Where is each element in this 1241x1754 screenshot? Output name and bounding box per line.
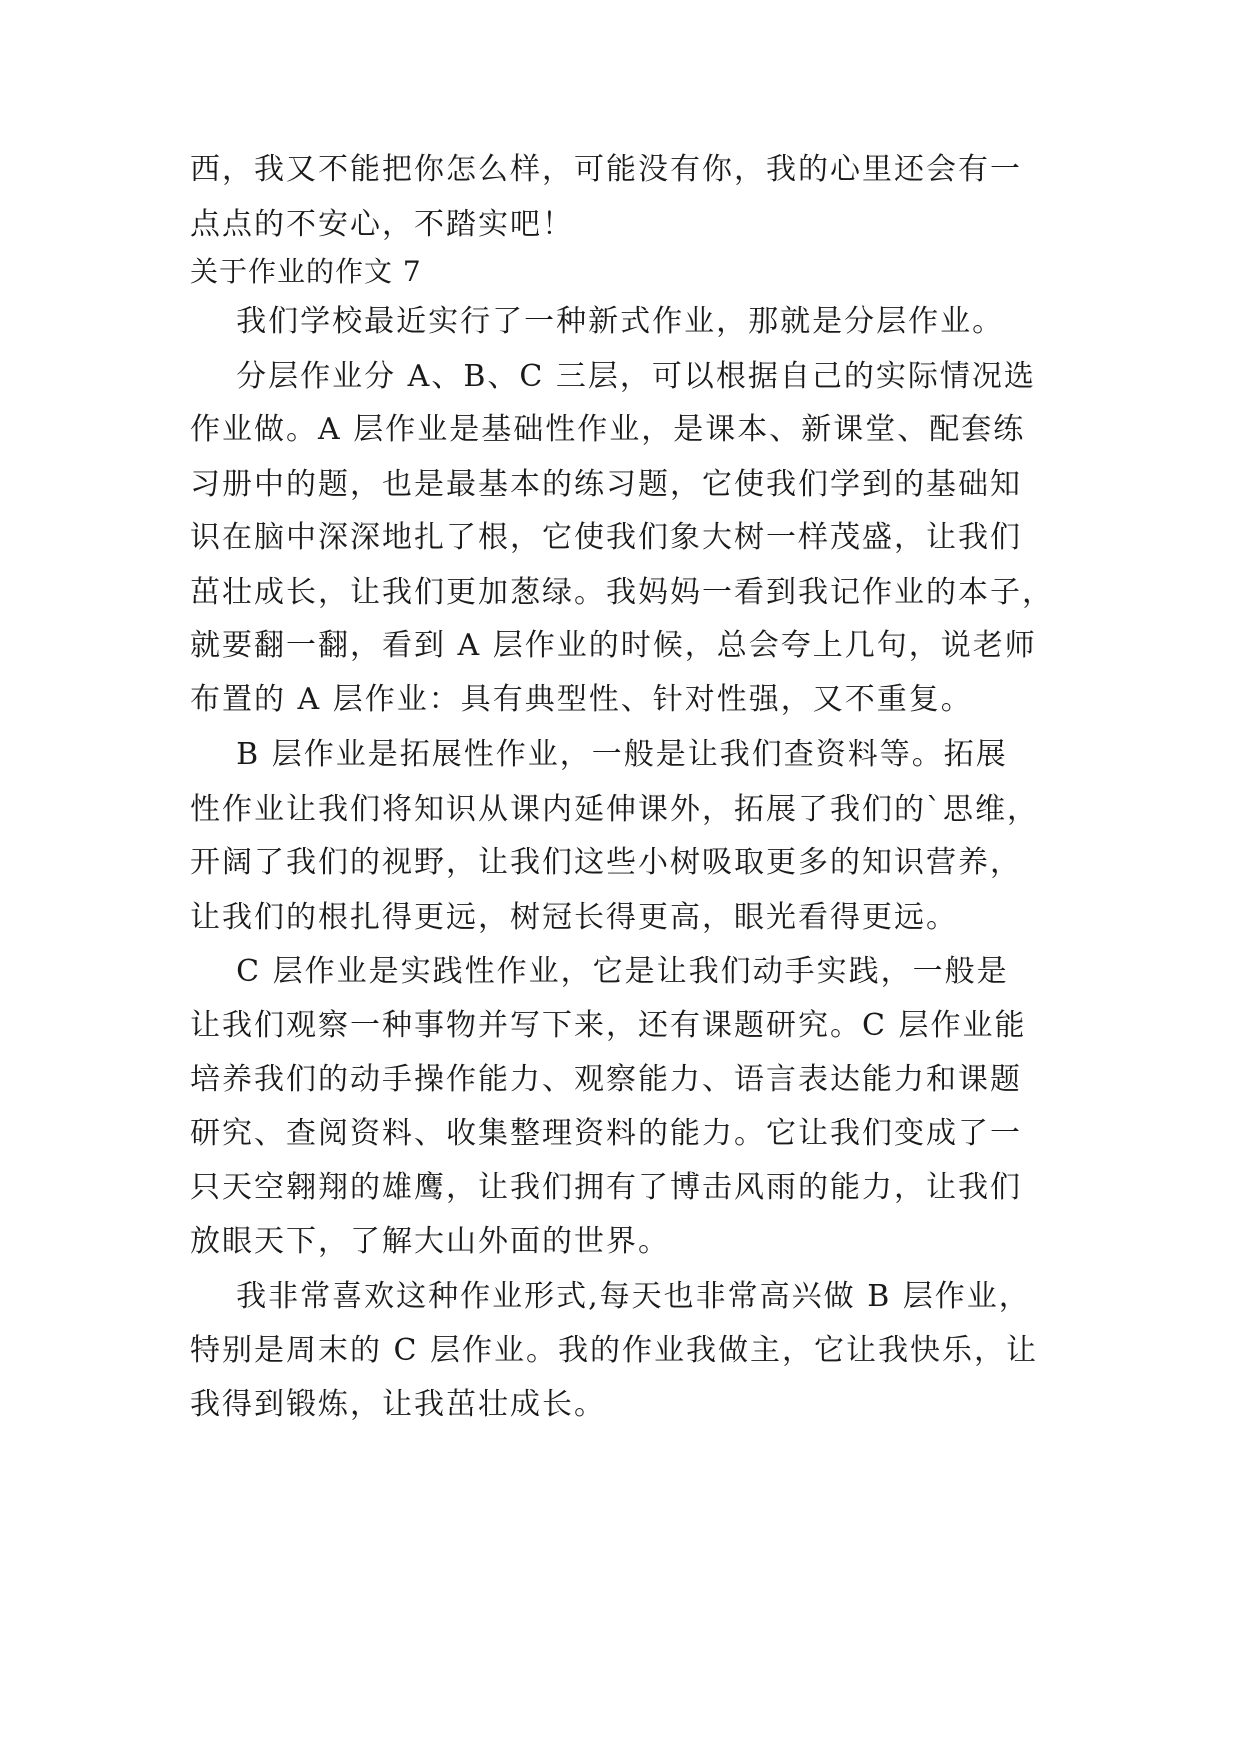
paragraph-start: B 层作业是拓展性作业，一般是让我们查资料等。拓展 xyxy=(190,737,1008,772)
text-line: 西，我又不能把你怎么样，可能没有你，我的心里还会有一 xyxy=(190,152,1022,187)
paragraph-start: C 层作业是实践性作业，它是让我们动手实践，一般是 xyxy=(190,954,1009,989)
text-line: 识在脑中深深地扎了根，它使我们象大树一样茂盛，让我们 xyxy=(190,520,1022,555)
text-line: 就要翻一翻，看到 A 层作业的时候，总会夸上几句，说老师 xyxy=(190,628,1037,663)
text-line: 特别是周末的 C 层作业。我的作业我做主，它让我快乐，让 xyxy=(190,1333,1039,1368)
text-line: 开阔了我们的视野，让我们这些小树吸取更多的知识营养， xyxy=(190,845,1022,880)
text-line: 茁壮成长，让我们更加葱绿。我妈妈一看到我记作业的本子， xyxy=(190,575,1054,610)
text-line: 放眼天下，了解大山外面的世界。 xyxy=(190,1224,670,1259)
text-line: 研究、查阅资料、收集整理资料的能力。它让我们变成了一 xyxy=(190,1116,1022,1151)
text-line: 培养我们的动手操作能力、观察能力、语言表达能力和课题 xyxy=(190,1062,1022,1097)
paragraph-start: 我们学校最近实行了一种新式作业，那就是分层作业。 xyxy=(190,304,1005,339)
text-line: 布置的 A 层作业：具有典型性、针对性强，又不重复。 xyxy=(190,682,973,717)
paragraph-start: 分层作业分 A、B、C 三层，可以根据自己的实际情况选 xyxy=(190,359,1036,394)
text-line: 点点的不安心，不踏实吧！ xyxy=(190,207,574,242)
text-line: 让我们观察一种事物并写下来，还有课题研究。C 层作业能 xyxy=(190,1008,1027,1043)
text-line: 性作业让我们将知识从课内延伸课外，拓展了我们的`思维， xyxy=(190,792,1039,827)
text-line: 作业做。A 层作业是基础性作业，是课本、新课堂、配套练 xyxy=(190,412,1026,447)
text-line: 让我们的根扎得更远，树冠长得更高，眼光看得更远。 xyxy=(190,900,958,935)
text-line: 只天空翱翔的雄鹰，让我们拥有了博击风雨的能力，让我们 xyxy=(190,1170,1022,1205)
text-line: 我得到锻炼，让我茁壮成长。 xyxy=(190,1387,606,1422)
paragraph-start: 我非常喜欢这种作业形式,每天也非常高兴做 B 层作业， xyxy=(190,1279,1031,1314)
text-line: 习册中的题，也是最基本的练习题，它使我们学到的基础知 xyxy=(190,467,1022,502)
section-heading: 关于作业的作文 7 xyxy=(190,255,422,288)
